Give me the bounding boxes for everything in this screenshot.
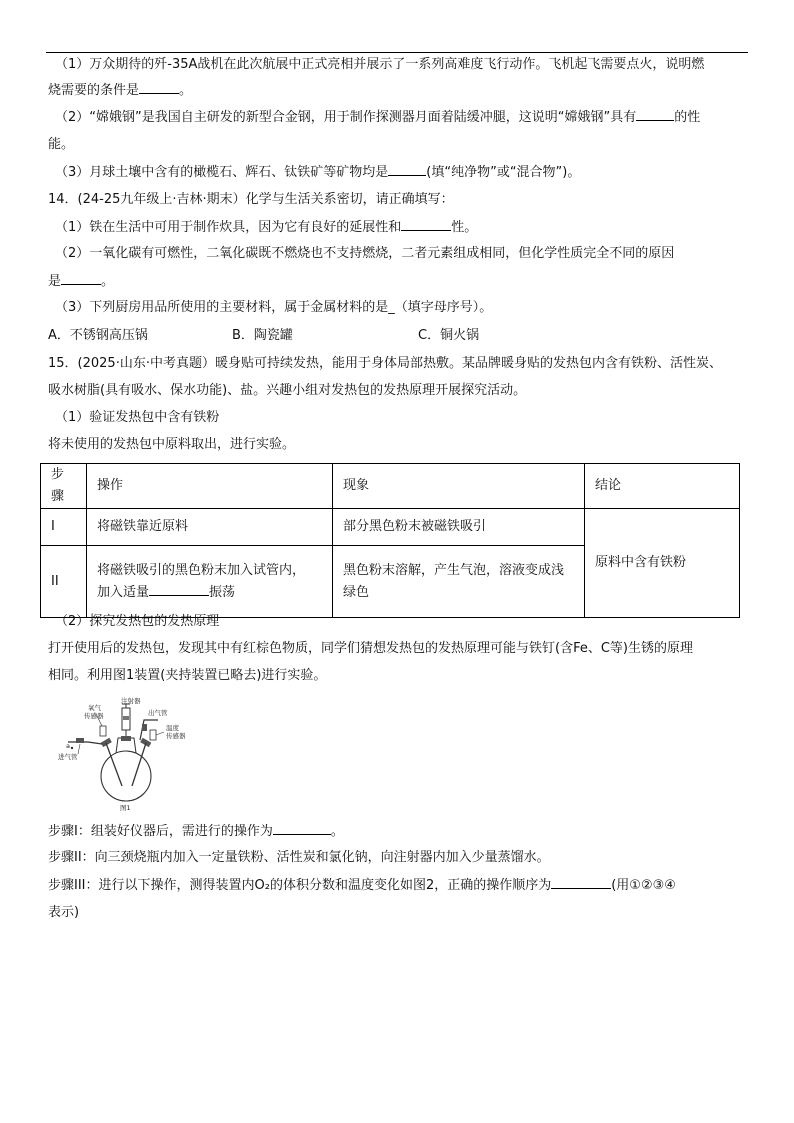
three-neck-flask [101,751,151,801]
q15-header-line1: 15．(2025·山东·中考真题）暖身贴可持续发热，能用于身体局部热敷。某品牌暖身贴的发热包内含有铁粉、活性炭、 [48,356,722,371]
q15-part1-title: （1）验证发热包中含有铁粉 [55,410,220,425]
o2-sensor-label: 传感器 [84,712,104,720]
conclusion-cell: 原料中含有铁粉 [585,509,740,618]
header-rule [46,52,748,53]
answer-blank[interactable] [551,876,611,889]
inlet-clip [76,738,84,743]
phenomenon-cell: 部分黑色粉末被磁铁吸引 [333,509,585,546]
outlet-clip [142,724,147,731]
step3-text: 步骤III：进行以下操作，测得装置内O₂的体积分数和温度变化如图2，正确的操作顺序为 [48,878,552,893]
q13-part2-line1 [55,108,700,127]
q14-part1 [55,218,477,237]
q14-part1-text: （1）铁在生活中可用于制作炊具，因为它有良好的延展性和 [55,220,402,235]
step3-text-end: (用①②③④ [611,878,676,893]
table-header-cell: 结论 [585,464,740,509]
syringe-plunger [123,716,129,720]
q14-part2-line2 [48,272,114,291]
operation-text: 加入适量 [97,584,150,600]
q14-option-a[interactable]: A．不锈钢高压锅 [48,328,148,343]
q13-part1-end: 。 [179,83,193,98]
experiment-table [40,463,740,618]
q14-part3: （3）下列厨房用品所使用的主要材料，属于金属材料的是_（填字母序号）。 [55,300,493,315]
q15-part2-line1: 打开使用后的发热包，发现其中有红棕色物质，同学们猜想发热包的发热原理可能与铁钉(含Fe、C等)生锈的原理 [48,641,693,656]
answer-blank[interactable] [139,81,179,94]
left-stopper [101,738,112,747]
answer-blank[interactable] [61,272,101,285]
outlet-label: 出气管 [148,709,168,717]
operation-text: 将磁铁吸引的黑色粉末加入试管内， [97,562,306,578]
table-header-cell: 步骤 [41,464,87,509]
o2-sensor-label: 氧气 [88,704,101,712]
temp-sensor-label: 传感器 [166,732,186,740]
q13-part3-end: (填“纯净物”或“混合物”)。 [426,165,581,180]
q14-option-c[interactable]: C．铜火锅 [418,328,480,343]
temperature-sensor-probe [132,743,146,786]
table-row [41,509,740,546]
q14-header: 14．(24-25九年级上·吉林·期末）化学与生活关系密切，请正确填写： [48,192,454,207]
syringe-label: 注射器 [121,697,141,705]
q15-header-line2: 吸水树脂(具有吸水、保水功能)、盐。兴趣小组对发热包的发热原理开展探究活动。 [48,383,527,398]
inlet-tube [68,742,102,744]
table-header-row [41,464,740,509]
temp-sensor-label: 温度 [166,724,179,732]
inlet-label: 进气管 [58,753,78,761]
step-cell: I [41,509,87,546]
table-header-cell: 操作 [87,464,333,509]
q13-part3-text: （3）月球土壤中含有的橄榄石、辉石、钛铁矿等矿物均是 [55,165,389,180]
step1-text: 步骤I：组装好仪器后，需进行的操作为 [48,824,273,839]
q13-part2-text-end: 的性 [674,110,701,125]
step2-line: 步骤II：向三颈烧瓶内加入一定量铁粉、活性炭和氯化钠，向注射器内加入少量蒸馏水。 [48,850,550,865]
q13-part1-line2 [48,81,192,100]
apparatus-figure [58,696,210,812]
step1-end: 。 [330,824,344,839]
q13-part1-line1: （1）万众期待的歼-35A战机在此次航展中正式亮相并展示了一系列高难度飞行动作。飞机起飞需要点火，说明燃 [55,57,705,72]
q14-part2-line1: （2）一氧化碳有可燃性，二氧化碳既不燃烧也不支持燃烧，二者元素组成相同，但化学性质完全不同的原因 [55,246,675,261]
q13-part2-text: （2）“嫦娥钢”是我国自主研发的新型合金钢，用于制作探测器月面着陆缓冲腿，这说明“嫦娥钢”具有 [55,110,637,125]
q15-part2-line2: 相同。利用图1装置(夹持装置已略去)进行实验。 [48,668,327,683]
step3-line [48,876,676,895]
phenomenon-cell: 黑色粉末溶解，产生气泡，溶液变成浅绿色 [333,546,585,618]
q13-part3 [55,163,580,182]
operation-text-end: 振荡 [209,584,236,600]
q13-part1-text: 烧需要的条件是 [48,83,140,98]
step3-line2: 表示) [48,905,80,920]
step-cell: II [41,546,87,618]
q14-part1-end: 性。 [451,220,478,235]
oxygen-sensor-head [100,726,106,736]
answer-blank[interactable] [388,163,426,176]
answer-blank[interactable] [273,822,331,835]
figure-caption: 图1 [120,804,131,812]
answer-blank[interactable] [636,108,674,121]
temperature-sensor-head [150,730,156,740]
q14-part2-end: 。 [101,274,115,289]
q15-part1-intro: 将未使用的发热包中原料取出，进行实验。 [48,437,296,452]
answer-blank[interactable] [401,218,451,231]
table-header-cell: 现象 [333,464,585,509]
center-stopper [121,736,131,741]
q15-part2-title: （2）探究发热包的发热原理 [55,614,220,629]
operation-cell [87,546,333,618]
oxygen-sensor-probe [106,743,122,786]
operation-cell: 将磁铁靠近原料 [87,509,333,546]
step1-line [48,822,344,841]
clamp-a-label: a [66,742,70,750]
q14-part2-text: 是 [48,274,62,289]
q13-part2-line2: 能。 [48,137,75,152]
q14-option-b[interactable]: B．陶瓷罐 [232,328,293,343]
answer-blank[interactable] [149,583,209,596]
